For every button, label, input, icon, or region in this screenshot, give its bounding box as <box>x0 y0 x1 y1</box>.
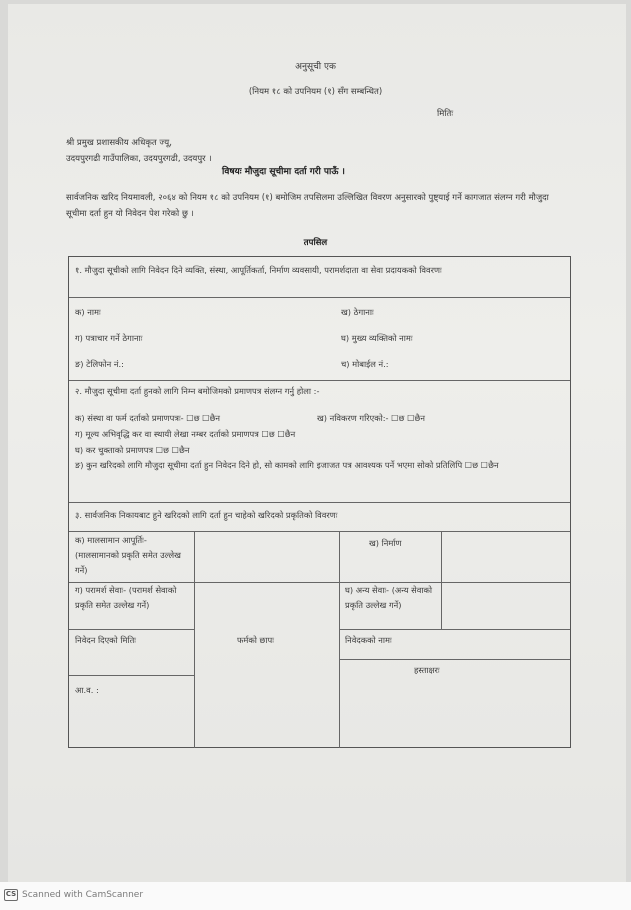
scanner-footer <box>0 882 631 910</box>
firm-seal-label: फर्मको छापः <box>237 635 274 645</box>
name-field-label: क) नामः <box>75 307 101 317</box>
subject-line: विषयः मौजुदा सूचीमा दर्ता गरी पाऊँ । <box>222 167 345 177</box>
row-divider <box>69 380 570 381</box>
goods-supply-label: क) मालसामान आपूर्तिः- (मालसामानको प्रकृति समेत उल्लेख गर्ने) <box>75 535 181 575</box>
other-service-label: घ) अन्य सेवाः- (अन्य सेवाको प्रकृति उल्लेख गर्ने) <box>345 585 433 610</box>
license-copy-item: ङ) कुन खरिदको लागि मौजुदा सूचीमा दर्ता हुन निवेदन दिने हो, सो कामको लागि इजाजत पत्र आवश्यक पर्ने भएमा सोको प्रतिलिपि ☐छ ☐छैन <box>75 460 499 470</box>
row-divider <box>69 297 570 298</box>
fiscal-year-label: आ.व. : <box>75 685 99 695</box>
row-divider <box>69 531 570 532</box>
date-label: मितिः <box>437 109 454 119</box>
row-divider <box>339 659 570 660</box>
application-form-table <box>68 256 571 748</box>
vat-pan-item: ग) मूल्य अभिवृद्धि कर वा स्थायी लेखा नम्बर दर्ताको प्रमाणपत्र ☐छ ☐छैन <box>75 429 296 439</box>
section1-heading: १. मौजुदा सूचीको लागि निवेदन दिने व्यक्ति, संस्था, आपूर्तिकर्ता, निर्माण व्यवसायी, परामर्शदाता वा सेवा प्रदायकको विवरणः <box>75 265 442 275</box>
registration-certificate-item: क) संस्था वा फर्म दर्ताको प्रमाणपत्रः- ☐छ ☐छैन <box>75 413 221 423</box>
column-divider <box>441 531 442 629</box>
row-divider <box>69 629 194 630</box>
row-divider <box>339 629 570 630</box>
key-person-label: घ) मुख्य व्यक्तिको नामः <box>341 333 413 343</box>
telephone-label: ङ) टेलिफोन नं.: <box>75 359 124 369</box>
signature-label: हस्ताक्षरः <box>414 665 440 675</box>
camscanner-label: Scanned with CamScanner <box>22 890 144 900</box>
camscanner-logo-icon: CS <box>4 889 18 901</box>
addressee-line-2: उदयपुरगढी गाउँपालिका, उदयपुरगढी, उदयपुर । <box>66 154 212 164</box>
row-divider <box>69 502 570 503</box>
mobile-label: च) मोबाईल नं.: <box>341 359 389 369</box>
consulting-service-label: ग) परामर्श सेवाः- (परामर्श सेवाको प्रकृति समेत उल्लेख गर्ने) <box>75 585 177 610</box>
body-paragraph: सार्वजनिक खरिद नियमावली, २०६४ को नियम १८ को उपनियम (१) बमोजिम तपसिलमा उल्लिखित विवरण अनुसारको पुष्ट्याई गर्ने कागजात संलग्न गरी मौजुदा सूचीमा दर्ता हुन यो निवेदन पेश गरेको छु । <box>66 193 549 219</box>
applicant-name-label: निवेदकको नामः <box>345 635 392 645</box>
tax-clearance-item: घ) कर चुक्ताको प्रमाणपत्र ☐छ ☐छैन <box>75 445 190 455</box>
column-divider <box>339 531 340 748</box>
tapsil-heading: तपसिल <box>303 238 328 248</box>
column-divider <box>194 531 195 748</box>
section2-heading: २. मौजुदा सूचीमा दर्ता हुनको लागि निम्न बमोजिमको प्रमाणपत्र संलग्न गर्नु होला :- <box>75 386 320 396</box>
rule-reference: (नियम १८ को उपनियम (१) सँग सम्बन्धित) <box>248 87 383 97</box>
schedule-title: अनुसूची एक <box>295 62 336 72</box>
section3-heading: ३. सार्वजनिक निकायबाट हुने खरिदको लागि दर्ता हुन चाहेको खरिदको प्रकृतिको विवरणः <box>75 510 338 520</box>
addressee-line-1: श्री प्रमुख प्रशासकीय अधिकृत ज्यू, <box>66 138 172 148</box>
renewal-item: ख) नविकरण गरिएको:- ☐छ ☐छैन <box>317 413 425 423</box>
application-date-label: निवेदन दिएको मितिः <box>75 635 136 645</box>
contact-address-label: ग) पत्राचार गर्ने ठेगानाः <box>75 333 143 343</box>
construction-label: ख) निर्माण <box>369 538 402 548</box>
row-divider <box>69 675 194 676</box>
address-field-label: ख) ठेगानाः <box>341 307 374 317</box>
